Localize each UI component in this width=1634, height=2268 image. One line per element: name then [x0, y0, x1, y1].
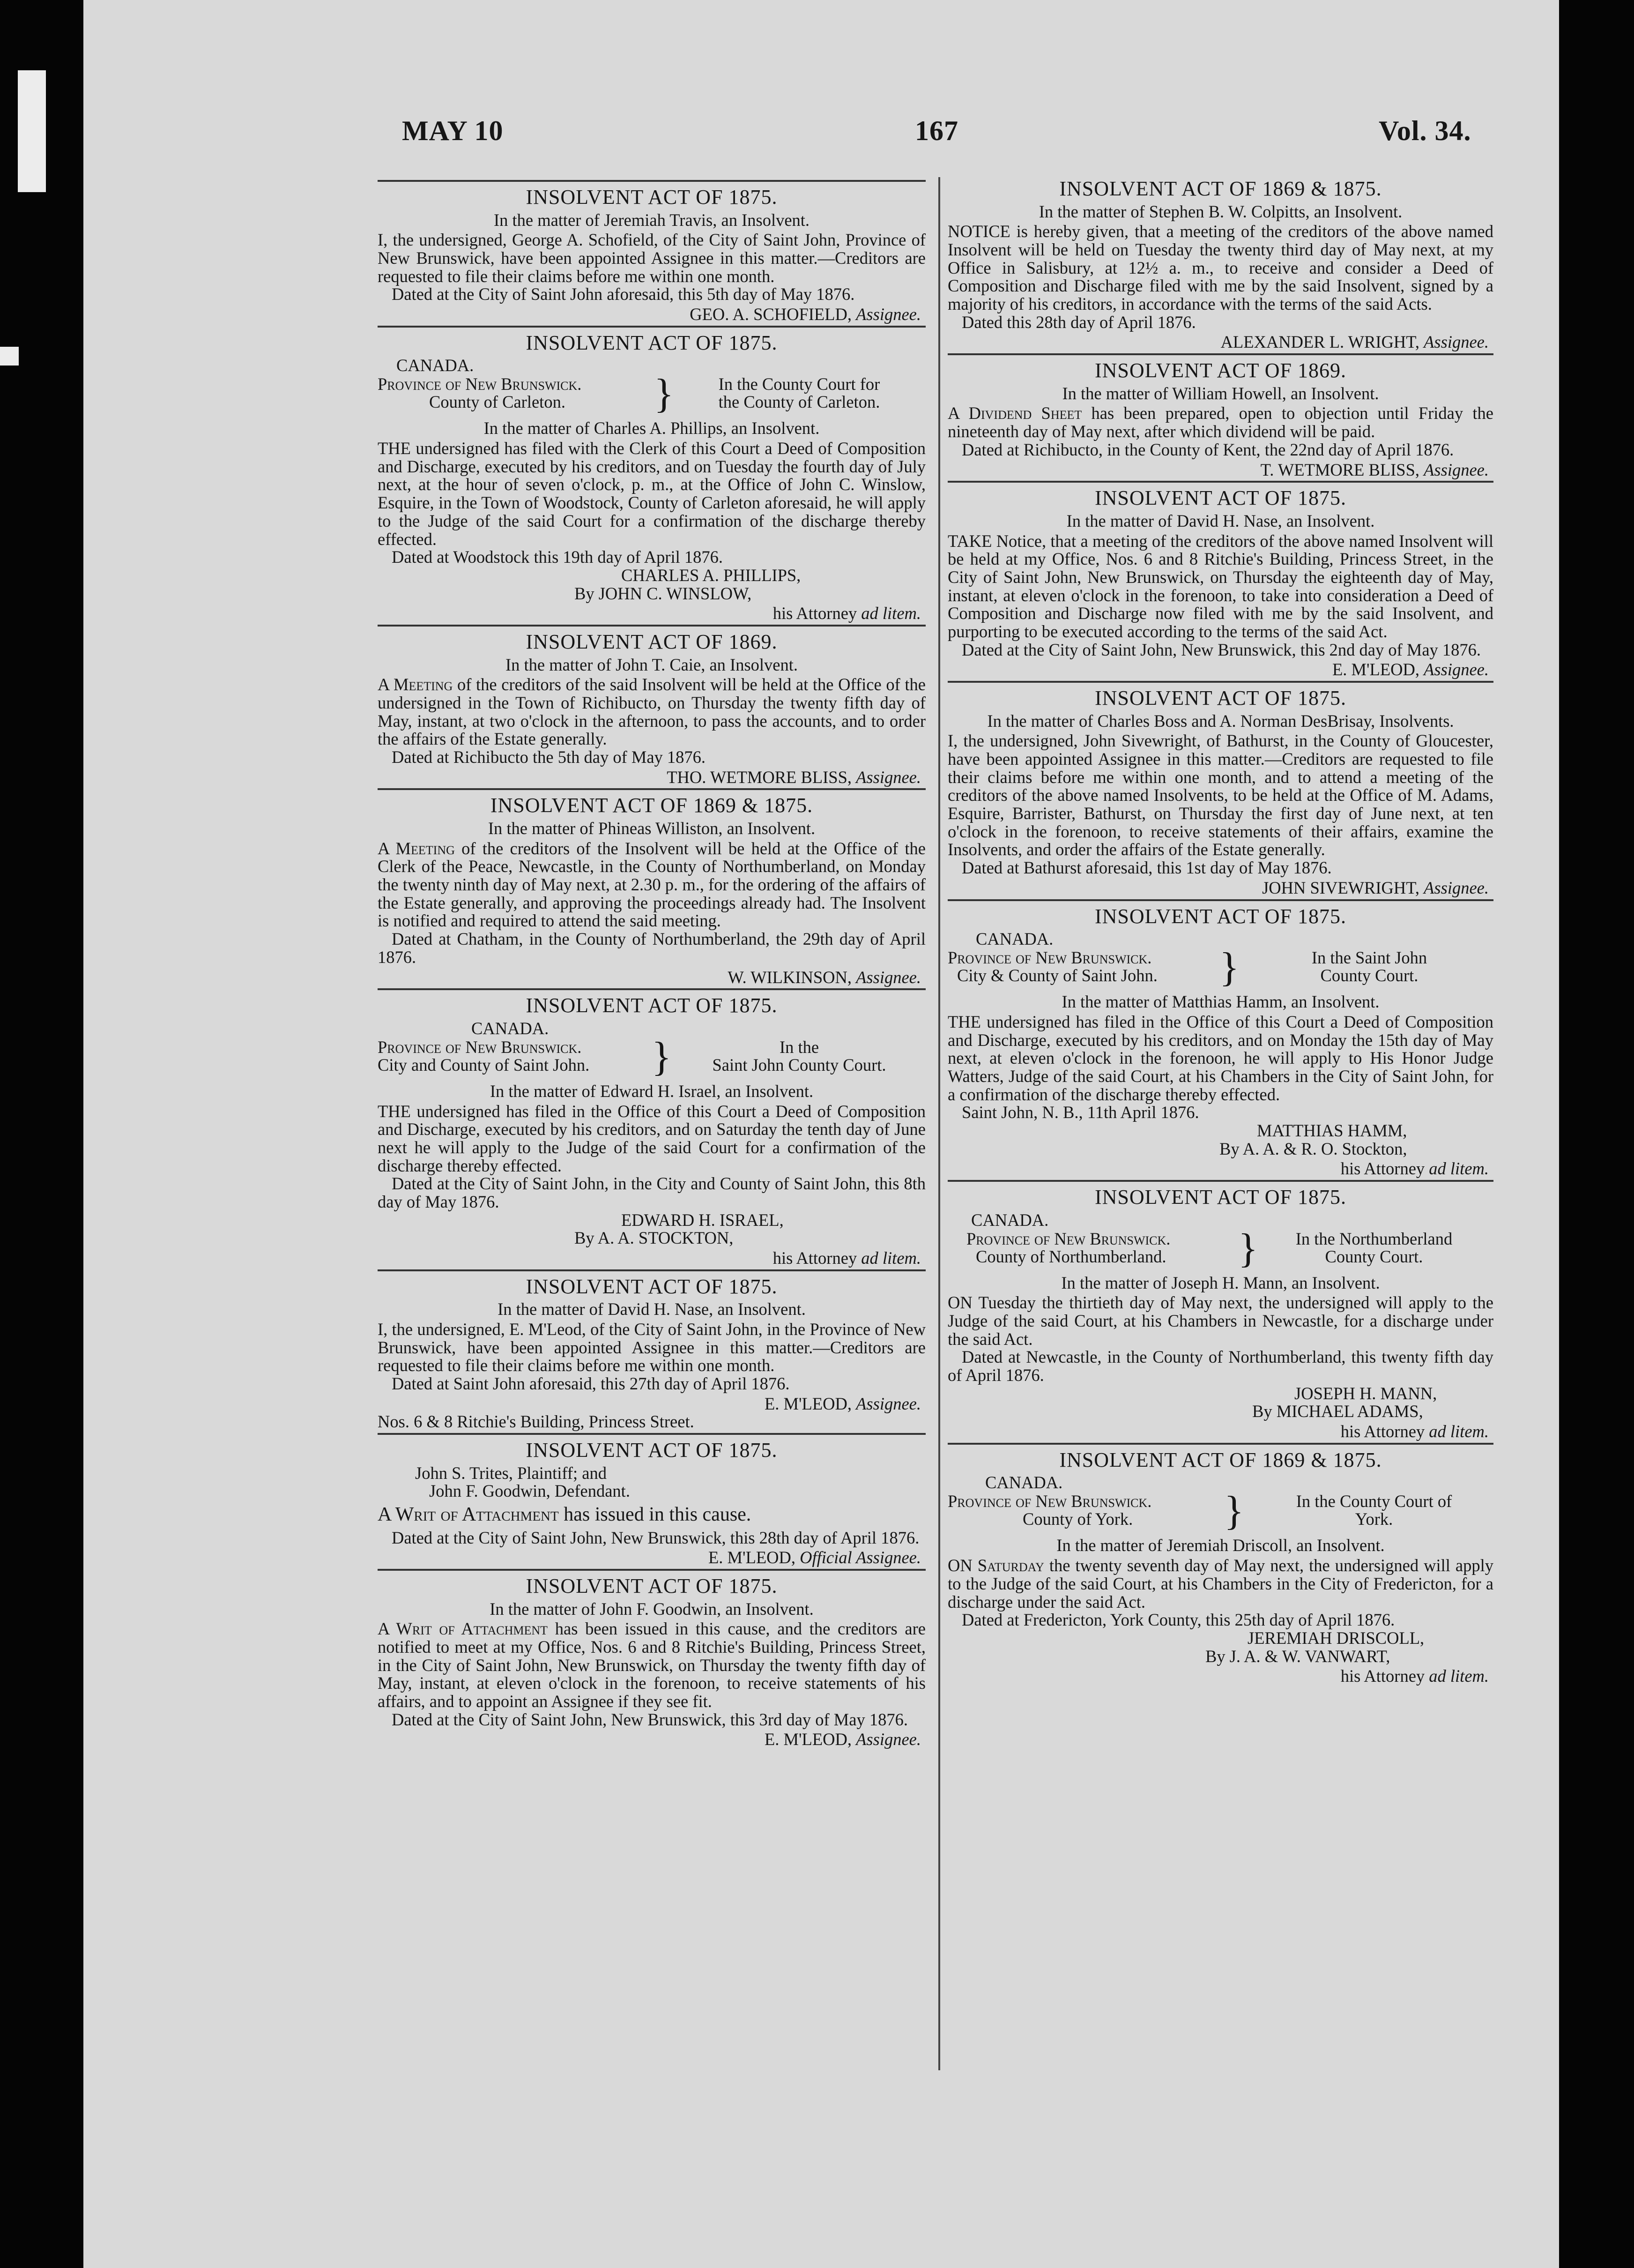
signature-name: JOSEPH H. MANN, — [1294, 1383, 1437, 1403]
brace-glyph: } — [652, 1034, 672, 1080]
caption-country: CANADA. — [971, 1210, 1049, 1230]
body-text: of the creditors of the said Insolvent will be held at the Office of the undersigned in the Town of Richibucto, on Thursday the twenty fifth day of May, instant, at two o'clock in the afternoon, to pass the accounts, and to order the affairs of the Estate generally. — [378, 675, 926, 749]
signature-attorney — [948, 1667, 1493, 1686]
caption-court-2: the County of Carleton. — [718, 392, 880, 412]
caption-country: CANADA. — [976, 929, 1054, 949]
caption-county: County of Carleton. — [429, 392, 565, 412]
notice-title: INSOLVENT ACT OF 1875. — [526, 1574, 778, 1598]
notice-body — [378, 676, 926, 748]
rule — [378, 1433, 926, 1435]
signature-name: GEO. A. SCHOFIELD, — [690, 305, 852, 324]
signature-name: JEREMIAH DRISCOLL, — [1248, 1628, 1425, 1648]
notice-signature — [948, 879, 1493, 897]
notice-title: INSOLVENT ACT OF 1875. — [526, 331, 778, 354]
signature-name: E. M'LEOD, — [708, 1548, 796, 1567]
body-text: the twenty seventh day of May next, the undersigned will apply to the Judge of the said Court, at his Chambers in the City of Fredericton, for a discharge under the said Act. — [948, 1556, 1493, 1611]
brace-glyph: } — [1224, 1488, 1244, 1534]
notice-title: INSOLVENT ACT OF 1875. — [1094, 486, 1347, 510]
signature-name: JOHN SIVEWRIGHT, — [1262, 878, 1419, 897]
header-date: MAY 10 — [402, 115, 504, 146]
body-lead: ON Saturday — [948, 1556, 1044, 1575]
notice-israel — [378, 988, 926, 1268]
notice-matter: In the matter of Edward H. Israel, an Insolvent. — [490, 1081, 814, 1101]
party-defendant: John F. Goodwin, Defendant. — [429, 1481, 630, 1501]
notice-dated: Dated at the City of Saint John, New Brunswick, this 2nd day of May 1876. — [962, 640, 1481, 659]
body-lead: A Dividend Sheet — [948, 403, 1082, 423]
brace-glyph: } — [1219, 945, 1240, 991]
rule — [378, 326, 926, 328]
signature-name: THO. WETMORE BLISS, — [667, 767, 852, 787]
court-caption — [378, 1020, 926, 1082]
body-text: has been prepared, open to objection until Friday the nineteenth day of May next, after which dividend will be paid. — [948, 403, 1493, 441]
notice-dated: Dated at Saint John aforesaid, this 27th day of April 1876. — [392, 1374, 790, 1394]
caption-country: CANADA. — [396, 356, 474, 375]
rule — [948, 353, 1493, 355]
notice-williston — [378, 788, 926, 986]
attorney-label: his Attorney — [1340, 1159, 1425, 1179]
notice-matter: In the matter of Matthias Hamm, an Insolvent. — [1062, 992, 1380, 1012]
notice-body: TAKE Notice, that a meeting of the creditors of the above named Insolvent will be held at my Office, Nos. 6 and 8 Ritchie's Building, Princess Street, in the City of Saint John, New Brunswick, on Thursday the eighteenth day of May, instant, at eleven o'clock in the forenoon, to take into consideration a Deed of Composition and Discharge now filed with me by the said Insolvent, and purporting to be executed according to the terms of the said Act. — [948, 531, 1493, 641]
notice-dated: Dated at Bathurst aforesaid, this 1st day of May 1876. — [962, 858, 1332, 878]
signature-by: By A. A. & R. O. Stockton, — [1219, 1139, 1407, 1158]
paper-scrap — [0, 347, 19, 366]
caption-county: County of Northumberland. — [976, 1246, 1166, 1266]
attorney-ad-litem: ad litem. — [1429, 1666, 1489, 1686]
notice-goodwin — [378, 1569, 926, 1749]
signature-name: EDWARD H. ISRAEL, — [621, 1210, 784, 1230]
notice-title: INSOLVENT ACT OF 1869 & 1875. — [490, 794, 813, 817]
caption-court-1: In the Northumberland — [1295, 1229, 1453, 1248]
notice-signature — [378, 1395, 926, 1413]
attorney-label: his Attorney — [1340, 1422, 1425, 1441]
body-lead: A Writ of Attachment — [378, 1504, 559, 1526]
signature-by: By J. A. & W. VANWART, — [1205, 1646, 1390, 1666]
notice-address: Nos. 6 & 8 Ritchie's Building, Princess Street. — [378, 1412, 694, 1432]
notice-nase-assignee — [378, 1269, 926, 1431]
rule — [378, 788, 926, 790]
header-page-number: 167 — [915, 115, 958, 146]
notice-matter: In the matter of John T. Caie, an Insolvent. — [505, 655, 798, 674]
notice-signature — [948, 333, 1493, 351]
notice-title: INSOLVENT ACT OF 1875. — [1094, 686, 1347, 709]
notice-body — [378, 1620, 926, 1710]
notice-body: ON Tuesday the thirtieth day of May next, the undersigned will apply to the Judge of the said Court, at his Chambers in Newcastle, for a discharge under the said Act. — [948, 1293, 1493, 1349]
rule — [378, 1569, 926, 1571]
notice-title: INSOLVENT ACT OF 1875. — [1094, 904, 1347, 928]
caption-country: CANADA. — [471, 1018, 549, 1038]
notice-dated: Saint John, N. B., 11th April 1876. — [962, 1103, 1199, 1122]
caption-province: Province of New Brunswick. — [948, 1492, 1152, 1511]
caption-court-2: County Court. — [1325, 1246, 1423, 1266]
notice-body: I, the undersigned, George A. Schofield, of the City of Saint John, Province of New Brunswick, have been appointed Assignee in this matter.—Creditors are requested to file their claims before me within one month. — [378, 230, 926, 286]
attorney-ad-litem: ad litem. — [861, 1248, 921, 1268]
notice-dated: Dated at Woodstock this 19th day of April 1876. — [392, 547, 723, 567]
caption-country: CANADA. — [985, 1473, 1063, 1492]
signature-role: Official Assignee. — [800, 1548, 921, 1567]
caption-county: City & County of Saint John. — [957, 966, 1158, 985]
notice-hamm — [948, 899, 1493, 1179]
notice-body — [948, 1557, 1493, 1611]
rule — [948, 481, 1493, 483]
notice-nase-meeting — [948, 481, 1493, 679]
signature-role: Assignee. — [856, 305, 921, 324]
signature-role: Assignee. — [856, 1394, 921, 1413]
notice-signature — [948, 461, 1493, 479]
caption-province: Province of New Brunswick. — [378, 374, 582, 394]
header-volume: Vol. 34. — [1379, 115, 1471, 146]
caption-county: City and County of Saint John. — [378, 1055, 590, 1074]
signature-role: Assignee. — [1424, 460, 1489, 479]
notice-body: I, the undersigned, John Sivewright, of Bathurst, in the County of Gloucester, have been appointed Assignee in this matter.—Creditors are requested to file their claims before me within one month, and to attend a meeting of the creditors of the above named Insolvents, to be held at the Office of M. Adams, Esquire, Barrister, Bathurst, on Thursday the first day of June next, at ten o'clock in the forenoon, to receive statements of their affairs, examine the Insolvents, and order the affairs of the Estate generally. — [948, 731, 1493, 859]
rule — [378, 180, 926, 182]
signature-by: By MICHAEL ADAMS, — [1252, 1402, 1423, 1421]
attorney-label: his Attorney — [1340, 1666, 1425, 1686]
notice-mann — [948, 1180, 1493, 1441]
notice-signature — [378, 306, 926, 324]
left-column — [378, 178, 926, 2076]
attorney-ad-litem: ad litem. — [1429, 1422, 1489, 1441]
notice-body — [948, 404, 1493, 440]
notice-matter: In the matter of David H. Nase, an Insolvent. — [1066, 511, 1375, 530]
signature-attorney — [378, 1249, 926, 1268]
attorney-label: his Attorney — [772, 604, 857, 623]
rule — [948, 1180, 1493, 1182]
notice-body: THE undersigned has filed in the Office of this Court a Deed of Composition and Discharge, executed by his creditors, and on Saturday the tenth day of June next he will apply to the Judge of the said Court for a confirmation of the discharge thereby effected. — [378, 1101, 926, 1175]
notice-trites-goodwin — [378, 1433, 926, 1567]
notice-colpitts — [948, 178, 1493, 351]
notice-phillips — [378, 326, 926, 623]
notice-signature — [378, 768, 926, 787]
rule — [948, 899, 1493, 901]
signature-name: W. WILKINSON, — [728, 967, 852, 987]
signature-role: Assignee. — [856, 767, 921, 787]
right-column — [948, 178, 1493, 2076]
brace-glyph: } — [1238, 1225, 1258, 1271]
caption-court-1: In the County Court of — [1296, 1492, 1452, 1511]
rule — [378, 1269, 926, 1271]
notice-matter: In the matter of Phineas Williston, an Insolvent. — [488, 819, 816, 838]
caption-province: Province of New Brunswick. — [948, 948, 1152, 968]
notice-matter: In the matter of William Howell, an Insolvent. — [1062, 383, 1379, 403]
court-caption — [948, 1211, 1493, 1273]
caption-county: County of York. — [1023, 1509, 1133, 1529]
notice-dated: Dated at Chatham, in the County of Northumberland, the 29th day of April 1876. — [378, 929, 926, 967]
signature-role: Assignee. — [1424, 332, 1489, 352]
court-caption — [948, 930, 1493, 992]
signature-attorney — [948, 1160, 1493, 1178]
signature-attorney — [378, 604, 926, 623]
notice-matter: In the matter of David H. Nase, an Insolvent. — [498, 1299, 806, 1319]
notice-driscoll — [948, 1443, 1493, 1686]
body-text: has issued in this cause. — [558, 1504, 751, 1526]
signature-name: E. M'LEOD, — [764, 1730, 852, 1749]
body-text: of the creditors of the Insolvent will be held at the Office of the Clerk of the Peace, Newcastle, in the County of Northumberland, on Monday the twenty ninth day of May next, at 2.30 p. m., for the ordering of the affairs of the Estate generally, and approving the proceedings already had. The Insolvent is notified and required to attend the said meeting. — [378, 838, 926, 931]
court-caption — [948, 1474, 1493, 1536]
notice-travis — [378, 180, 926, 324]
rule — [378, 625, 926, 627]
signature-role: Assignee. — [856, 1730, 921, 1749]
notice-title: INSOLVENT ACT OF 1875. — [526, 186, 778, 209]
notice-body — [378, 1504, 926, 1525]
notice-title: INSOLVENT ACT OF 1875. — [526, 1275, 778, 1298]
notice-matter: In the matter of Jeremiah Travis, an Insolvent. — [493, 210, 810, 230]
notice-title: INSOLVENT ACT OF 1869. — [1094, 359, 1347, 382]
notice-body: THE undersigned has filed in the Office of this Court a Deed of Composition and Discharge, executed by his creditors, and on Monday the 15th day of May next, at eleven o'clock in the forenoon, he will apply to His Honor Judge Watters, Judge of the said Court, at his Chambers in the City of Saint John, for a confirmation of the discharge thereby effected. — [948, 1012, 1493, 1104]
signature-name: T. WETMORE BLISS, — [1260, 460, 1419, 479]
signature-role: Assignee. — [1424, 660, 1489, 679]
attorney-label: his Attorney — [772, 1248, 857, 1268]
rule — [378, 988, 926, 990]
notice-matter: In the matter of Joseph H. Mann, an Insolvent. — [1061, 1273, 1380, 1292]
notice-title: INSOLVENT ACT OF 1869. — [526, 630, 778, 653]
attorney-ad-litem: ad litem. — [1429, 1159, 1489, 1179]
notice-dated: Dated this 28th day of April 1876. — [962, 312, 1196, 332]
signature-by: By JOHN C. WINSLOW, — [574, 583, 752, 603]
notice-dated: Dated at the City of Saint John, in the City and County of Saint John, this 8th day of May 1876. — [378, 1174, 926, 1211]
signature-role: Assignee. — [1424, 878, 1489, 897]
notice-body: I, the undersigned, E. M'Leod, of the City of Saint John, in the Province of New Brunswick, have been appointed Assignee in this matter.—Creditors are requested to file their claims before me within one month. — [378, 1320, 926, 1375]
signature-name: E. M'LEOD, — [1332, 660, 1419, 679]
caption-court-1: In the Saint John — [1311, 948, 1427, 968]
paper-scrap — [18, 70, 46, 192]
brace-glyph: } — [654, 371, 674, 417]
caption-court-2: County Court. — [1320, 966, 1419, 985]
notice-title: INSOLVENT ACT OF 1875. — [526, 1439, 778, 1462]
caption-court-2: York. — [1355, 1509, 1393, 1529]
notice-title: INSOLVENT ACT OF 1869 & 1875. — [1059, 1448, 1382, 1471]
notice-dated: Dated at Newcastle, in the County of Northumberland, this twenty fifth day of April 1876. — [948, 1347, 1493, 1385]
signature-by: By A. A. STOCKTON, — [574, 1228, 734, 1248]
rule — [948, 681, 1493, 683]
signature-role: Assignee. — [856, 967, 921, 987]
notice-body — [378, 840, 926, 930]
party-plaintiff: John S. Trites, Plaintiff; and — [415, 1463, 607, 1483]
signature-name: E. M'LEOD, — [764, 1394, 852, 1413]
column-divider — [938, 177, 940, 2070]
signature-name: ALEXANDER L. WRIGHT, — [1220, 332, 1419, 352]
notice-matter: In the matter of Jeremiah Driscoll, an Insolvent. — [1056, 1536, 1385, 1555]
attorney-ad-litem: ad litem. — [861, 604, 921, 623]
notice-dated: Dated at the City of Saint John, New Brunswick, this 3rd day of May 1876. — [392, 1709, 908, 1729]
body-lead: A Writ of Attachment — [378, 1619, 548, 1639]
notice-matter: In the matter of John F. Goodwin, an Insolvent. — [490, 1599, 814, 1619]
notice-body: THE undersigned has filed with the Clerk of this Court a Deed of Composition and Discharge, executed by his creditors, and on Tuesday the fourth day of July next, at the hour of seven o'clock, p. m., at the Office of John C. Winslow, Esquire, in the Town of Woodstock, County of Carleton aforesaid, he will apply to the Judge of the said Court for a confirmation of the discharge thereby effected. — [378, 439, 926, 549]
notice-matter: In the matter of Charles Boss and A. Norman DesBrisay, Insolvents. — [987, 711, 1454, 731]
notice-signature — [948, 661, 1493, 679]
signature-name: MATTHIAS HAMM, — [1257, 1120, 1407, 1140]
notice-howell — [948, 353, 1493, 479]
court-caption — [378, 357, 926, 418]
notice-signature — [378, 969, 926, 987]
notice-dated: Dated at the City of Saint John aforesaid, this 5th day of May 1876. — [392, 284, 855, 304]
body-lead: A Meeting — [378, 838, 455, 858]
body-text: has been issued in this cause, and the creditors are notified to meet at my Office, Nos. 6 and 8 Ritchie's Building, Princess Street, in the City of Saint John, New Brunswick, on Thursday the twenty fifth day of May, instant, at eleven o'clock in the forenoon, to receive statements of his affairs, and to appoint an Assignee if they see fit. — [378, 1619, 926, 1711]
notice-signature — [378, 1731, 926, 1749]
notice-dated: Dated at the City of Saint John, New Brunswick, this 28th day of April 1876. — [392, 1528, 920, 1547]
notice-matter: In the matter of Charles A. Phillips, an Insolvent. — [483, 418, 820, 438]
notice-dated: Dated at Fredericton, York County, this 25th day of April 1876. — [962, 1610, 1395, 1630]
notice-matter: In the matter of Stephen B. W. Colpitts, an Insolvent. — [1039, 201, 1403, 221]
signature-attorney — [948, 1423, 1493, 1441]
gazette-page — [83, 0, 1559, 2268]
signature-name: CHARLES A. PHILLIPS, — [621, 565, 801, 585]
notice-title: INSOLVENT ACT OF 1875. — [1094, 1186, 1347, 1209]
notice-dated: Dated at Richibucto, in the County of Kent, the 22nd day of April 1876. — [962, 440, 1454, 459]
caption-court-1: In the County Court for — [718, 374, 880, 394]
rule — [948, 1443, 1493, 1445]
notice-title: INSOLVENT ACT OF 1869 & 1875. — [1059, 178, 1382, 200]
body-lead: A Meeting — [378, 675, 453, 694]
page-header — [402, 115, 1484, 166]
caption-province: Province of New Brunswick. — [378, 1037, 582, 1057]
caption-court-1: In the — [779, 1037, 819, 1057]
notice-dated: Dated at Richibucto the 5th day of May 1876. — [392, 747, 706, 767]
notice-signature — [378, 1549, 926, 1567]
notice-title: INSOLVENT ACT OF 1875. — [526, 994, 778, 1017]
notice-caie — [378, 625, 926, 786]
notice-body: NOTICE is hereby given, that a meeting of the creditors of the above named Insolvent will be held on Tuesday the twenty third day of May next, at my Office in Salisbury, at 12½ a. m., to receive and consider a Deed of Composition and Discharge filed with me by the said Insolvent, signed by a majority of his creditors, in accordance with the terms of the said Acts. — [948, 222, 1493, 314]
caption-court-2: Saint John County Court. — [712, 1055, 886, 1074]
notice-boss-desbrisay — [948, 681, 1493, 897]
caption-province: Province of New Brunswick. — [966, 1229, 1171, 1248]
